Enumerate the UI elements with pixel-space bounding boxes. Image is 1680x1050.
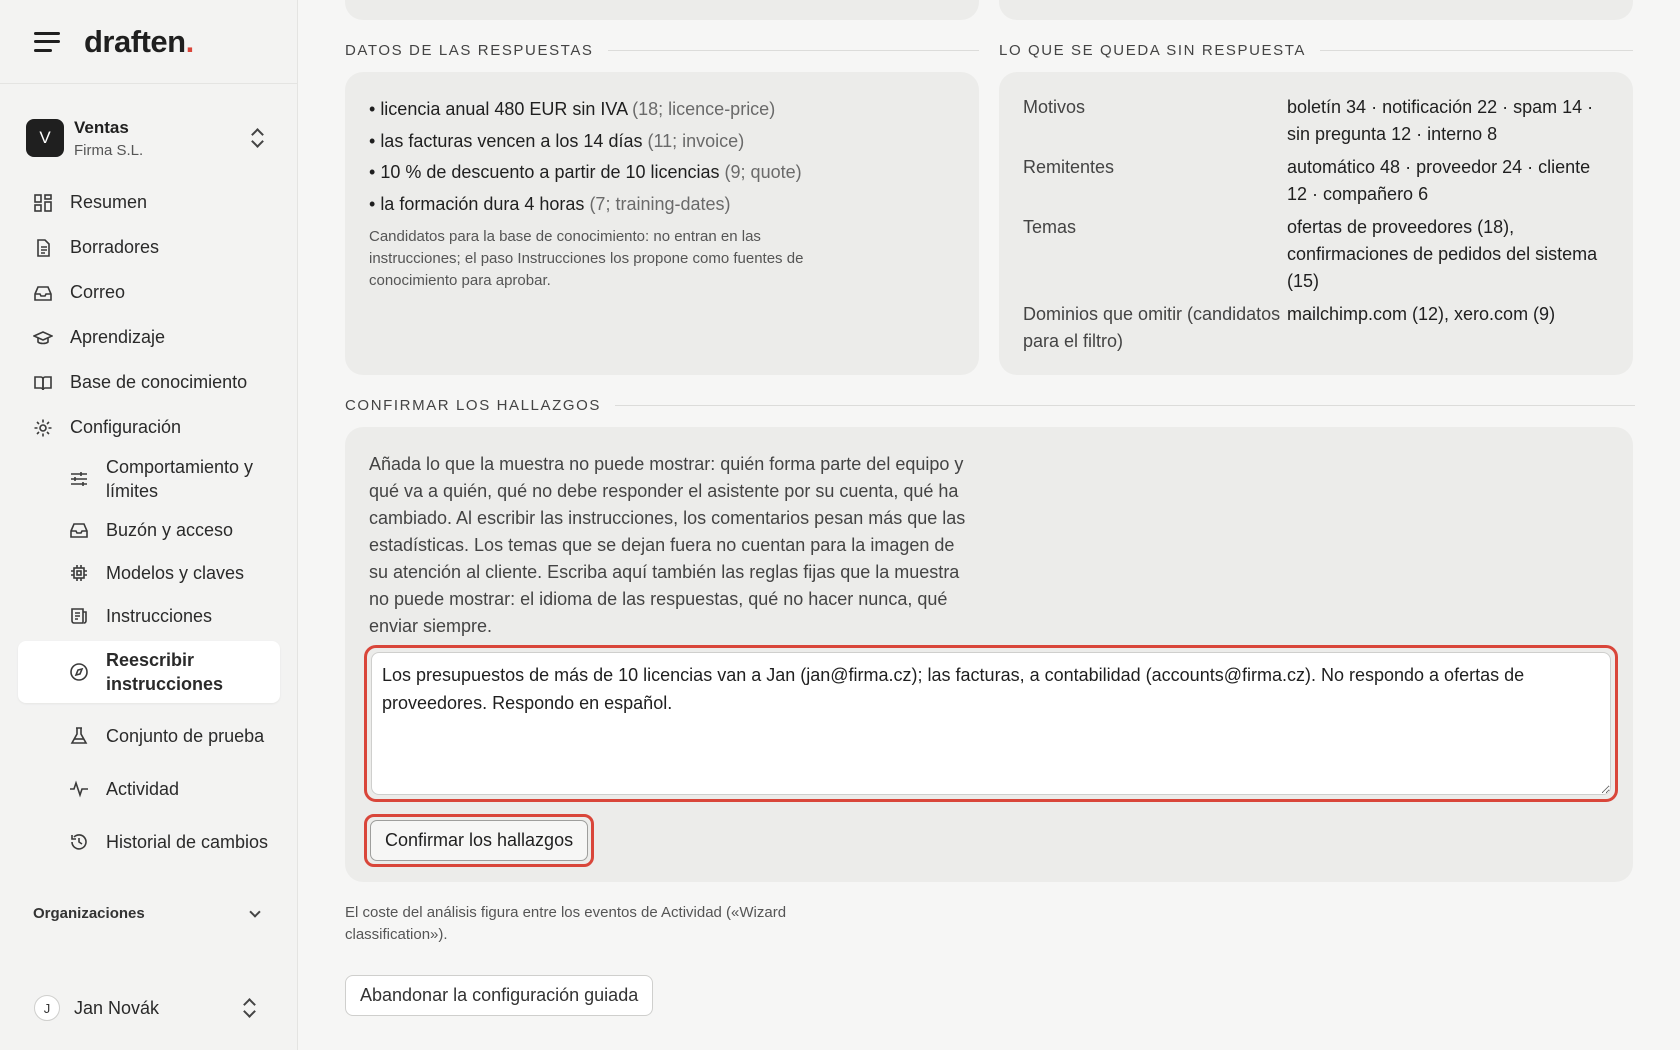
sidebar-item-correo[interactable] — [18, 270, 280, 315]
sidebar-subitem-conjunto-prueba[interactable] — [18, 705, 280, 767]
sidebar-item-label: Borradores — [70, 237, 160, 257]
sidebar-item-borradores[interactable] — [18, 225, 280, 270]
reply-data-card — [345, 72, 979, 375]
organizations-label: Organizaciones — [33, 905, 145, 922]
list-item: • licencia anual 480 EUR sin IVA (18; licence-price) — [369, 99, 776, 119]
sidebar-nav — [18, 180, 280, 873]
flask-icon — [68, 725, 90, 747]
fact-meta: (9; quote) — [724, 162, 802, 182]
fact-meta: (7; training-dates) — [589, 193, 731, 214]
row-value: mailchimp.com (12), xero.com (9) — [1287, 304, 1556, 324]
confirm-heading — [345, 397, 1635, 414]
logo[interactable] — [84, 24, 194, 60]
fact-meta: (18; licence-price) — [632, 99, 776, 119]
organizations-toggle[interactable] — [33, 905, 265, 922]
reply-data-heading — [345, 42, 979, 59]
confirm-heading-text: CONFIRMAR LOS HALLAZGOS — [345, 397, 602, 414]
knowledge-candidates-note: Candidatos para la base de conocimiento: no entran en las instrucciones; el paso Instrucciones los propone como fuentes de conocimiento para aprobar. — [369, 228, 804, 289]
gear-icon — [32, 417, 54, 439]
unanswered-heading — [999, 42, 1633, 59]
user-name: Jan Novák — [74, 997, 160, 1018]
inbox-icon — [68, 519, 90, 541]
list-item: • las facturas vencen a los 14 días (11; invoice) — [369, 130, 745, 151]
document-icon — [32, 237, 54, 259]
history-icon — [68, 831, 90, 853]
row-key: Dominios que omitir (candidatos para el filtro) — [1023, 304, 1281, 351]
sidebar-item-label: Resumen — [70, 192, 148, 212]
user-avatar: J — [34, 995, 60, 1021]
confirm-card — [345, 427, 1633, 882]
sidebar-item-label: Reescribir instrucciones — [106, 650, 224, 694]
sidebar-subitem-historial[interactable] — [18, 811, 280, 873]
activity-icon — [68, 778, 90, 800]
workspace-name: Ventas — [74, 117, 129, 137]
findings-textarea[interactable] — [371, 652, 1611, 795]
heading-divider — [1320, 50, 1633, 51]
chevrons-up-down-icon — [242, 997, 256, 1019]
sidebar-item-label: Instrucciones — [106, 605, 213, 626]
textarea-highlight — [364, 645, 1618, 802]
sidebar-item-label: Actividad — [106, 779, 180, 799]
reply-data-heading-text: DATOS DE LAS RESPUESTAS — [345, 42, 594, 59]
sidebar-item-label: Comportamiento y límites — [106, 457, 254, 501]
brand-bar — [0, 0, 297, 84]
row-key: Temas — [1023, 217, 1077, 237]
sidebar — [0, 0, 298, 1050]
workspace-text — [74, 118, 250, 159]
row-key: Motivos — [1023, 97, 1086, 117]
unanswered-table — [999, 72, 1633, 355]
sidebar-item-base-de-conocimiento[interactable] — [18, 360, 280, 405]
heading-divider — [608, 50, 979, 51]
row-value: automático 48 · proveedor 24 · cliente 12 · compañero 6 — [1287, 157, 1591, 204]
graduation-cap-icon — [32, 327, 54, 349]
sidebar-item-label: Configuración — [70, 417, 182, 437]
confirm-findings-button[interactable]: Confirmar los hallazgos — [370, 820, 588, 861]
sidebar-item-label: Historial de cambios — [106, 832, 269, 852]
workspace-switcher[interactable] — [26, 112, 274, 164]
heading-divider — [615, 405, 1635, 406]
inbox-icon — [32, 282, 54, 304]
chevrons-up-down-icon — [250, 127, 264, 149]
workspace-avatar: V — [26, 119, 64, 157]
sidebar-subitem-instrucciones[interactable] — [18, 594, 280, 637]
sidebar-item-label: Base de conocimiento — [70, 372, 248, 392]
previous-card-right — [999, 0, 1633, 20]
fact-meta: (11; invoice) — [647, 130, 745, 151]
sidebar-item-label: Buzón y acceso — [106, 519, 234, 540]
sidebar-item-label: Correo — [70, 282, 126, 302]
logo-text: draften — [84, 23, 186, 59]
row-value: ofertas de proveedores (18), confirmaciones de pedidos del sistema (15) — [1287, 217, 1598, 291]
sidebar-item-label: Aprendizaje — [70, 327, 166, 347]
compass-icon — [68, 661, 90, 683]
abandon-setup-button[interactable]: Abandonar la configuración guiada — [345, 975, 653, 1016]
reply-facts-list — [345, 72, 979, 220]
sidebar-item-resumen[interactable] — [18, 180, 280, 225]
unanswered-card — [999, 72, 1633, 375]
fact-text: licencia anual 480 EUR sin IVA — [380, 99, 628, 119]
row-key: Remitentes — [1023, 157, 1115, 177]
row-value: boletín 34 · notificación 22 · spam 14 · sin pregunta 12 · interno 8 — [1287, 97, 1594, 144]
sidebar-subitem-modelos[interactable] — [18, 551, 280, 594]
unanswered-heading-text: LO QUE SE QUEDA SIN RESPUESTA — [999, 42, 1307, 59]
workspace-org: Firma S.L. — [74, 141, 144, 159]
list-item: • la formación dura 4 horas (7; training-dates) — [369, 193, 731, 214]
sidebar-subitem-comportamiento[interactable] — [18, 450, 280, 508]
confirm-description: Añada lo que la muestra no puede mostrar: quién forma parte del equipo y qué va a quién, qué no debe responder el asistente por su cuenta, qué ha cambiado. Al escribir las instrucciones, los comentarios pesan más que las estadísticas. Los temas que se dejan fuera no cuentan para la imagen de su atención al cliente. Escriba aquí también las reglas fijas que la muestra no puede mostrar: el idioma de las respuestas, qué no hacer nunca, qué enviar siempre. — [369, 454, 966, 636]
sidebar-subitem-buzon[interactable] — [18, 508, 280, 551]
previous-card-left — [345, 0, 979, 20]
instructions-icon — [68, 605, 90, 627]
fact-text: las facturas vencen a los 14 días — [380, 130, 643, 151]
fact-text: 10 % de descuento a partir de 10 licencias — [380, 162, 720, 182]
menu-icon[interactable] — [34, 32, 60, 52]
sidebar-item-configuracion[interactable] — [18, 405, 280, 450]
chevron-down-icon — [249, 906, 260, 917]
user-menu[interactable] — [34, 995, 266, 1021]
logo-dot: . — [185, 23, 194, 59]
sidebar-item-aprendizaje[interactable] — [18, 315, 280, 360]
list-item: • 10 % de descuento a partir de 10 licencias (9; quote) — [369, 162, 802, 182]
main-content — [345, 0, 1635, 1050]
sliders-icon — [68, 468, 90, 490]
chip-icon — [68, 562, 90, 584]
book-icon — [32, 372, 54, 394]
sidebar-subitem-actividad[interactable] — [18, 767, 280, 811]
button-highlight — [364, 814, 594, 867]
sidebar-subitem-reescribir[interactable] — [18, 641, 280, 703]
sidebar-item-label: Modelos y claves — [106, 562, 245, 583]
fact-text: la formación dura 4 horas — [380, 193, 585, 214]
sidebar-item-label: Conjunto de prueba — [106, 726, 265, 746]
cost-footnote: El coste del análisis figura entre los eventos de Actividad («Wizard classification»). — [345, 904, 787, 943]
dashboard-icon — [32, 192, 54, 214]
